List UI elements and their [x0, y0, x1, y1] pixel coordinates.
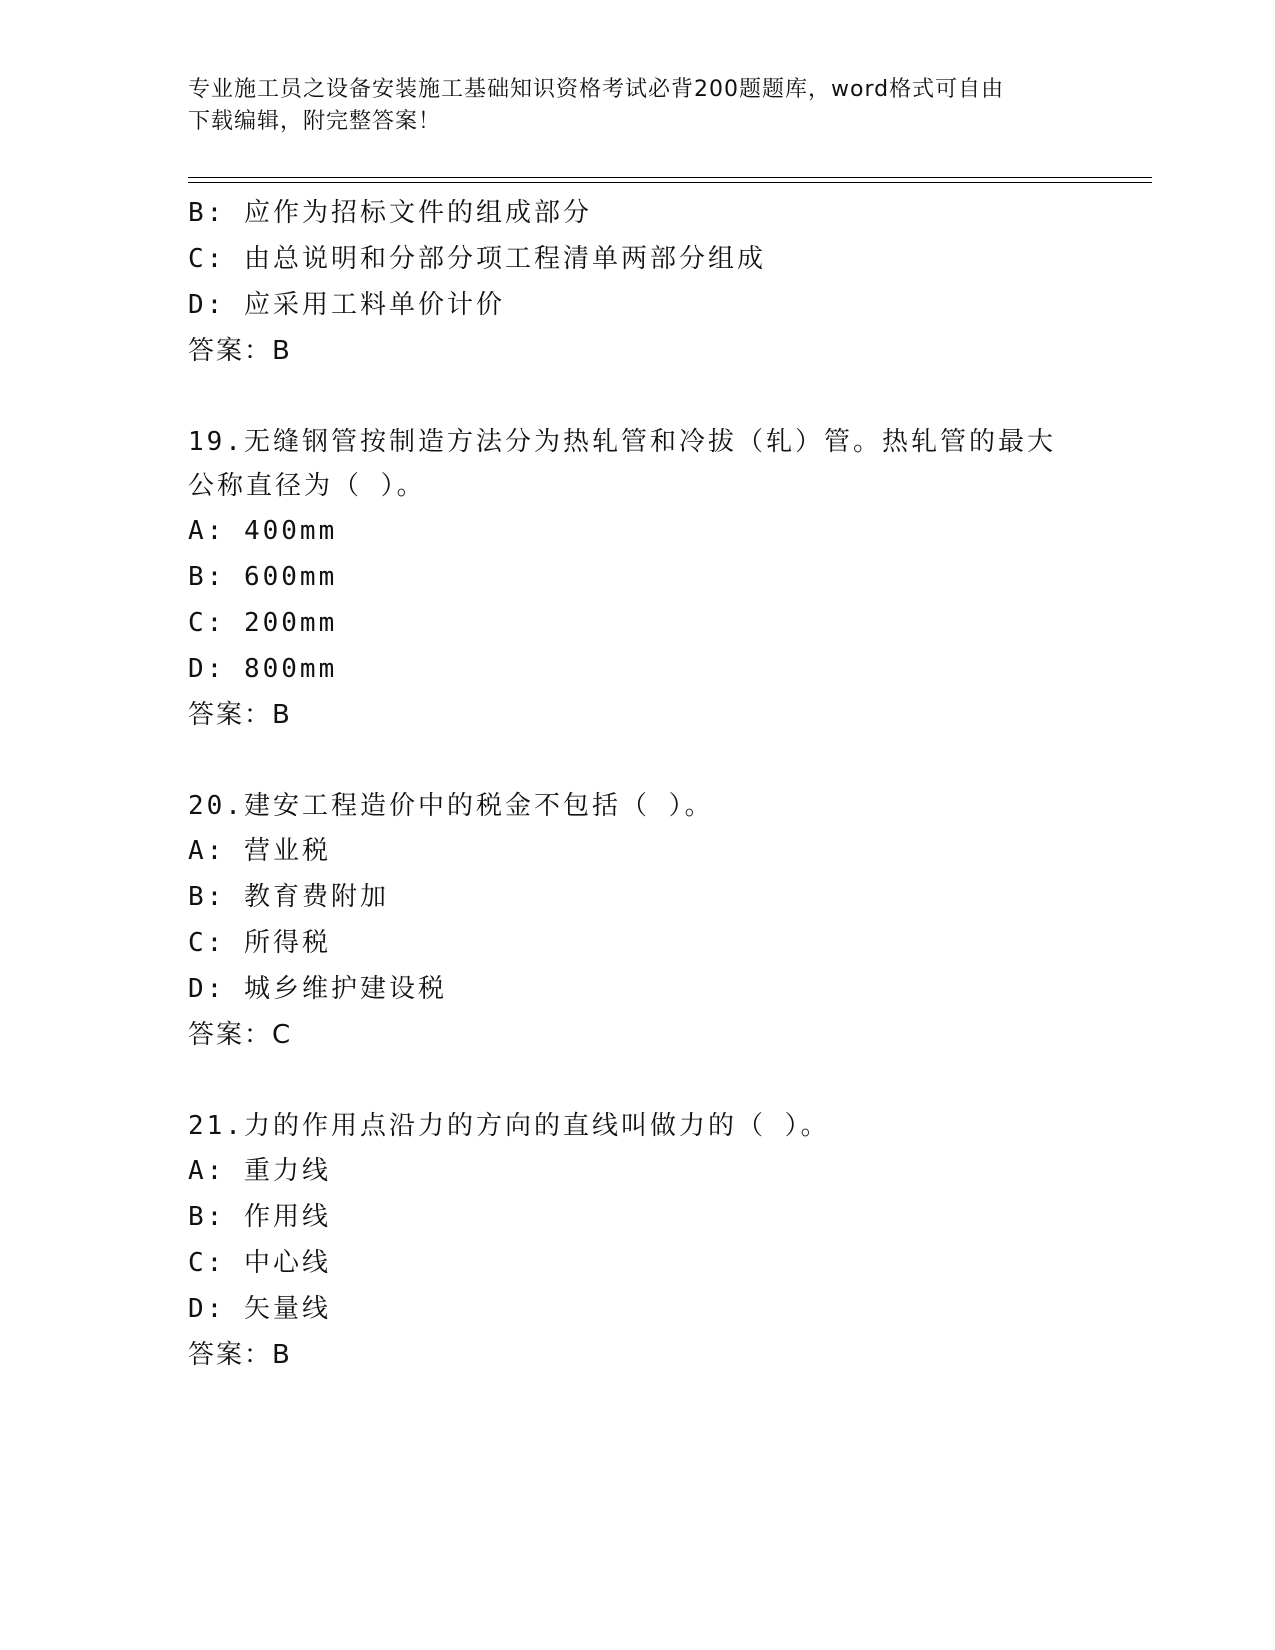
answer: 答案：B: [188, 1340, 292, 1370]
option-d: D: 城乡维护建设税: [188, 974, 447, 1004]
option-b: B: 600mm: [188, 562, 338, 592]
option-c: C: 中心线: [188, 1248, 331, 1278]
question-18-tail: [188, 190, 1152, 374]
question-stem: 19.无缝钢管按制造方法分为热轧管和冷拔（轧）管。热轧管的最大公称直径为（ ）。: [188, 427, 1056, 501]
question-21: [188, 1104, 1152, 1378]
spacer: [188, 1058, 1152, 1104]
option-b: B: 作用线: [188, 1202, 331, 1232]
spacer: [188, 738, 1152, 784]
option-a: A: 营业税: [188, 836, 331, 866]
header-line-2: 下载编辑，附完整答案！: [188, 109, 442, 134]
option-d: D: 矢量线: [188, 1294, 331, 1324]
option-c: C: 由总说明和分部分项工程清单两部分组成: [188, 244, 766, 274]
option-d: D: 800mm: [188, 654, 338, 684]
option-a: A: 重力线: [188, 1156, 331, 1186]
header-divider-top: [188, 177, 1152, 178]
question-stem: 21.力的作用点沿力的方向的直线叫做力的（ ）。: [188, 1111, 830, 1141]
header-divider-bottom: [188, 182, 1152, 183]
option-b: B: 教育费附加: [188, 882, 389, 912]
option-d: D: 应采用工料单价计价: [188, 290, 505, 320]
document-header: [188, 74, 1088, 138]
answer: 答案：B: [188, 336, 292, 366]
question-19: [188, 420, 1152, 738]
answer: 答案：C: [188, 1020, 293, 1050]
option-c: C: 200mm: [188, 608, 338, 638]
spacer: [188, 374, 1152, 420]
question-20: [188, 784, 1152, 1058]
question-list: [188, 190, 1152, 1378]
option-c: C: 所得税: [188, 928, 331, 958]
header-line-1: 专业施工员之设备安装施工基础知识资格考试必背200题题库，word格式可自由: [188, 77, 1005, 102]
option-b: B: 应作为招标文件的组成部分: [188, 198, 592, 228]
answer: 答案：B: [188, 700, 292, 730]
option-a: A: 400mm: [188, 516, 338, 546]
question-stem: 20.建安工程造价中的税金不包括（ ）。: [188, 791, 714, 821]
